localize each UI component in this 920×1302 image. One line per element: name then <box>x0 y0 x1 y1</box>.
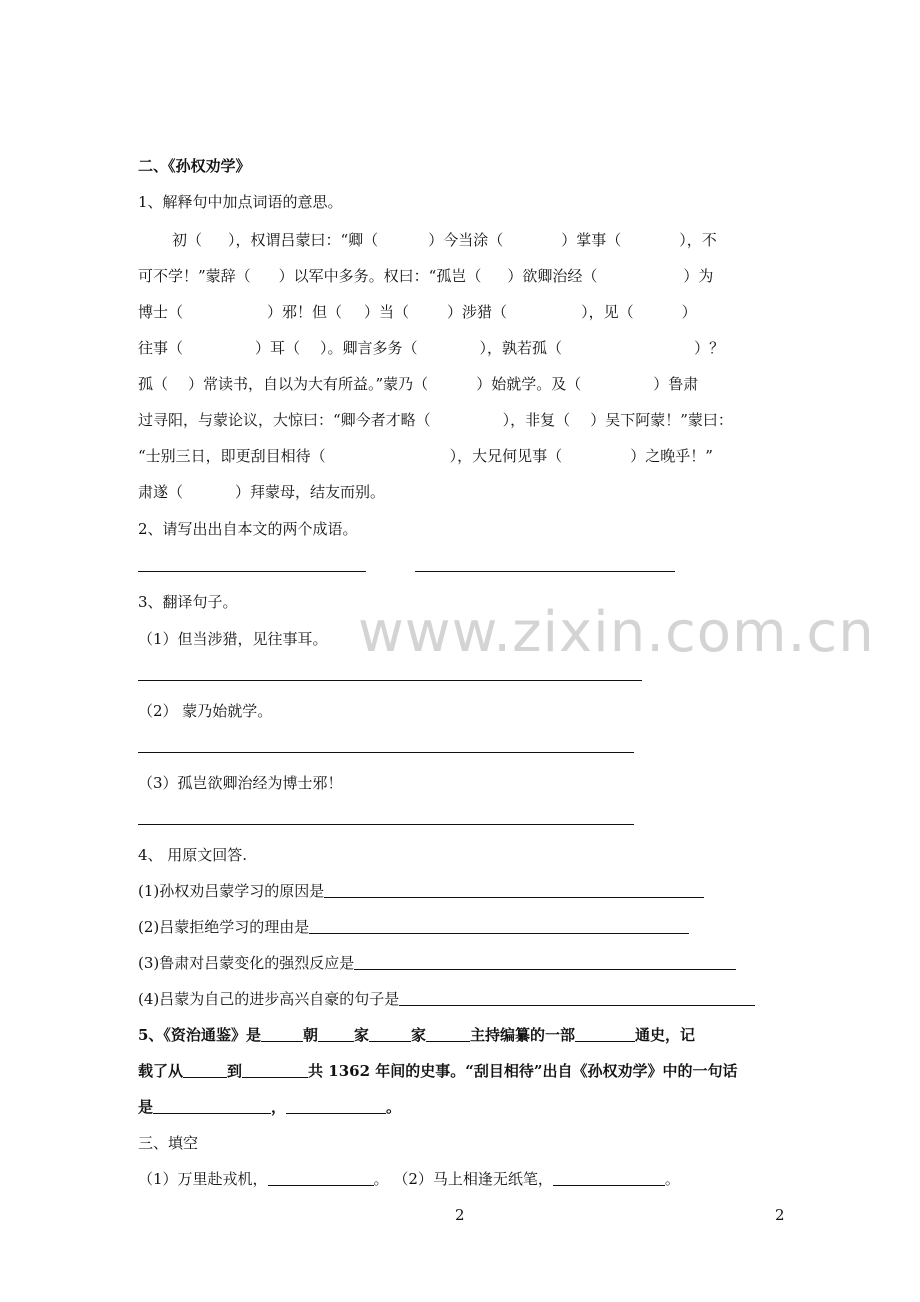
translate-answer-line-3[interactable] <box>138 824 634 825</box>
q5-blank-1[interactable] <box>318 1025 354 1042</box>
question-5-line-3: 是 ， 。 <box>138 1098 402 1116</box>
passage-line-6: 过寻阳，与蒙论议，大惊曰：“卿今者才略（ ），非复（ ）吴下阿蒙！”蒙曰： <box>138 411 733 429</box>
question-1-prompt: 1、解释句中加点词语的意思。 <box>138 193 343 211</box>
section-3-title: 三、填空 <box>138 1134 199 1152</box>
question-2-prompt: 2、请写出出自本文的两个成语。 <box>138 520 358 538</box>
fill-in-line-1: （1）万里赴戎机， 。 （2）马上相逢无纸笔， 。 <box>138 1170 680 1188</box>
question-5-line-2: 载了从 到 共 1362 年间的史事。“刮目相待”出自《孙权劝学》中的一句话 <box>138 1062 738 1080</box>
question-3-prompt: 3、翻译句子。 <box>138 593 238 611</box>
passage-line-1: 初（ ），权谓吕蒙曰：“卿（ ）今当涂（ ）掌事（ ），不 <box>172 231 717 249</box>
q4-answer-blank-3[interactable] <box>354 953 736 970</box>
fill-blank-1[interactable] <box>268 1169 374 1186</box>
passage-line-4: 往事（ ）耳（ ）。卿言多务（ ），孰若孤（ ）？ <box>138 339 725 357</box>
translate-sentence-2: （2） 蒙乃始就学。 <box>138 702 273 720</box>
passage-line-3: 博士（ ）邪！但（ ）当（ ）涉猎（ ），见（ ） <box>138 303 697 321</box>
q4-item-3: (3)鲁肃对吕蒙变化的强烈反应是 <box>138 952 736 974</box>
q4-item-1: (1)孙权劝吕蒙学习的原因是 <box>138 880 704 902</box>
q4-answer-blank-1[interactable] <box>324 881 704 898</box>
question-5-line-1: 5、《资治通鉴》是 朝 家 家 主持编纂的一部 通史，记 <box>138 1026 696 1044</box>
q5-blank-quote-1[interactable] <box>153 1097 271 1114</box>
translate-answer-line-2[interactable] <box>138 752 634 753</box>
q4-item-2: (2)吕蒙拒绝学习的理由是 <box>138 916 689 938</box>
q4-answer-blank-4[interactable] <box>399 989 755 1006</box>
section-title: 二、《孙权劝学》 <box>138 157 251 175</box>
translate-sentence-1: （1）但当涉猎，见往事耳。 <box>138 630 328 648</box>
page-number-right: 2 <box>775 1206 785 1224</box>
q5-blank-dynasty[interactable] <box>261 1025 303 1042</box>
question-4-prompt: 4、 用原文回答. <box>138 846 248 864</box>
q5-blank-2[interactable] <box>369 1025 411 1042</box>
q4-answer-blank-2[interactable] <box>309 917 689 934</box>
translate-sentence-3: （3）孤岂欲卿治经为博士邪！ <box>138 774 343 792</box>
q5-blank-from[interactable] <box>183 1061 227 1078</box>
q4-item-4: (4)吕蒙为自己的进步高兴自豪的句子是 <box>138 988 755 1010</box>
fill-blank-2[interactable] <box>553 1169 665 1186</box>
passage-line-2: 可不学！”蒙辞（ ）以军中多务。权曰：“孤岂（ ）欲卿治经（ ）为 <box>138 267 714 285</box>
idiom-answer-line-2[interactable] <box>415 571 675 572</box>
passage-line-7: “士别三日，即更刮目相待（ ），大兄何见事（ ）之晚乎！” <box>138 447 713 465</box>
q5-blank-type[interactable] <box>575 1025 635 1042</box>
idiom-answer-line-1[interactable] <box>138 571 366 572</box>
passage-line-5: 孤（ ）常读书，自以为大有所益。”蒙乃（ ）始就学。及（ ）鲁肃 <box>138 375 699 393</box>
q5-blank-author[interactable] <box>426 1025 470 1042</box>
q5-blank-to[interactable] <box>242 1061 308 1078</box>
passage-line-8: 肃遂（ ）拜蒙母，结友而别。 <box>138 483 386 501</box>
translate-answer-line-1[interactable] <box>138 680 642 681</box>
watermark: www.zixin.com.cn <box>358 600 875 665</box>
q5-blank-quote-2[interactable] <box>286 1097 386 1114</box>
page-number-center: 2 <box>455 1206 465 1224</box>
